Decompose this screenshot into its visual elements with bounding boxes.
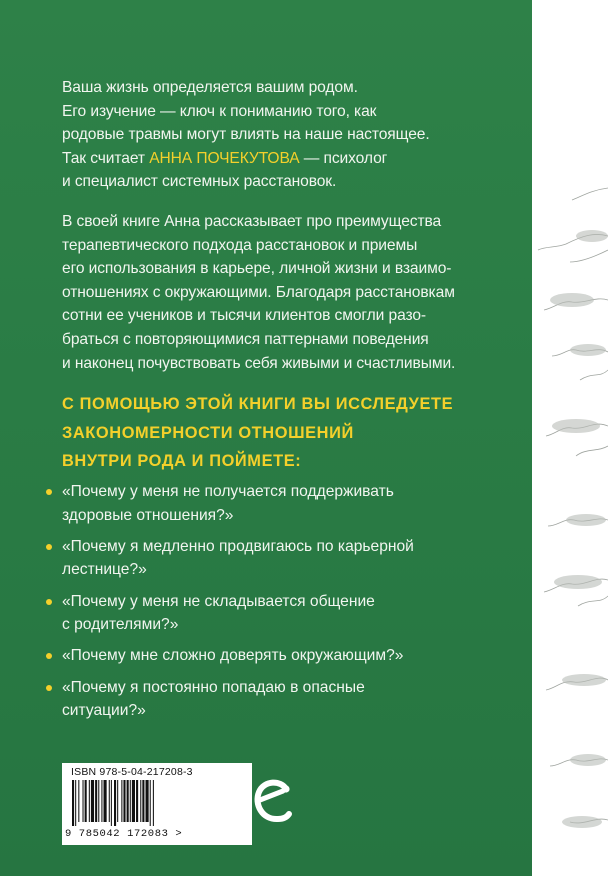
- barcode-bar: [136, 780, 138, 822]
- barcode-bar: [117, 780, 118, 822]
- intro-paragraph: [62, 76, 430, 194]
- about-paragraph: [62, 210, 455, 375]
- author-name: АННА ПОЧЕКУТОВА: [149, 149, 300, 167]
- bullet-dot-icon: [46, 653, 52, 659]
- intro-line: Ваша жизнь определяется вашим родом.: [62, 79, 358, 96]
- about-line: В своей книге Анна рассказывает про преимущества: [62, 213, 442, 230]
- barcode-bar: [121, 780, 122, 822]
- tree-illustration: [532, 0, 608, 876]
- intro-author-line: [62, 147, 430, 171]
- bullet-dot-icon: [46, 599, 52, 605]
- question-line: «Почему мне сложно доверять окружающим?»: [62, 647, 404, 665]
- list-item: [46, 535, 414, 582]
- barcode-bar: [114, 780, 116, 826]
- barcode-bar: [95, 780, 97, 822]
- headline-line: ВНУТРИ РОДА И ПОЙМЕТЕ:: [62, 452, 302, 470]
- barcode-bar: [104, 780, 107, 822]
- intro-line-suffix: — психолог: [299, 149, 388, 167]
- barcode-bar: [98, 780, 99, 822]
- list-item: [46, 676, 414, 723]
- barcode-bar: [91, 780, 94, 822]
- barcode-bar: [111, 780, 112, 826]
- list-item: [46, 480, 414, 527]
- question-line: «Почему я медленно продвигаюсь по карьерной: [62, 537, 414, 555]
- barcode-bar: [130, 780, 131, 822]
- headline-line: С ПОМОЩЬЮ ЭТОЙ КНИГИ ВЫ ИССЛЕДУЕТЕ: [62, 395, 454, 413]
- barcode-bar: [142, 780, 144, 822]
- barcode-bar: [72, 780, 74, 826]
- barcode-bars: [72, 780, 242, 826]
- question-line: с родителями?»: [62, 616, 179, 634]
- barcode-bar: [75, 780, 76, 826]
- intro-line: Его изучение — ключ к пониманию того, как: [62, 102, 377, 120]
- about-line: сотни ее учеников и тысячи клиентов смогли разо-: [62, 307, 427, 325]
- bullet-dot-icon: [46, 685, 52, 691]
- barcode-bar: [78, 780, 79, 822]
- bullet-dot-icon: [46, 544, 52, 550]
- bullet-dot-icon: [46, 489, 52, 495]
- barcode-bar: [132, 780, 135, 822]
- barcode-label: [62, 763, 252, 845]
- tree-illustration-art: [532, 0, 608, 876]
- list-item: [46, 644, 414, 668]
- barcode-bar: [146, 780, 149, 822]
- barcode-bar: [85, 780, 87, 822]
- question-line: ситуации?»: [62, 702, 146, 720]
- questions-list: [46, 480, 414, 730]
- about-line: браться с повторяющимися паттернами поведения: [62, 330, 429, 348]
- question-line: здоровые отношения?»: [62, 506, 234, 524]
- question-line: «Почему у меня не получается поддерживать: [62, 483, 394, 500]
- barcode-bar: [153, 780, 154, 826]
- barcode-bar: [83, 780, 84, 822]
- question-line: «Почему у меня не складывается общение: [62, 592, 375, 610]
- barcode-bar: [150, 780, 151, 826]
- barcode-bar: [123, 780, 125, 822]
- intro-line: родовые травмы могут влиять на наше настоящее.: [62, 126, 430, 144]
- eksmo-e-logo-icon: [250, 774, 294, 828]
- headline-line: ЗАКОНОМЕРНОСТИ ОТНОШЕНИЙ: [62, 423, 354, 442]
- barcode-bar: [109, 780, 110, 822]
- about-line: терапевтического подхода расстановок и приемы: [62, 236, 418, 254]
- barcode-bar: [101, 780, 102, 822]
- list-item: [46, 590, 414, 637]
- barcode-bar: [127, 780, 129, 822]
- about-line: его использования в карьере, личной жизни и взаимо-: [62, 260, 452, 278]
- section-headline: [62, 390, 453, 476]
- intro-line-prefix: Так считает: [62, 149, 150, 167]
- barcode-bar: [140, 780, 141, 822]
- question-line: «Почему я постоянно попадаю в опасные: [62, 678, 365, 696]
- intro-line: и специалист системных расстановок.: [62, 173, 337, 191]
- ean-digits: 9 785042 172083 >: [65, 828, 183, 840]
- about-line: отношениях с окружающими. Благодаря расстановкам: [62, 283, 455, 301]
- about-line: и наконец почувствовать себя живыми и счастливыми.: [62, 354, 456, 372]
- question-line: лестнице?»: [62, 561, 147, 579]
- barcode-bar: [89, 780, 90, 822]
- isbn-text: ISBN 978-5-04-217208-3: [71, 766, 193, 778]
